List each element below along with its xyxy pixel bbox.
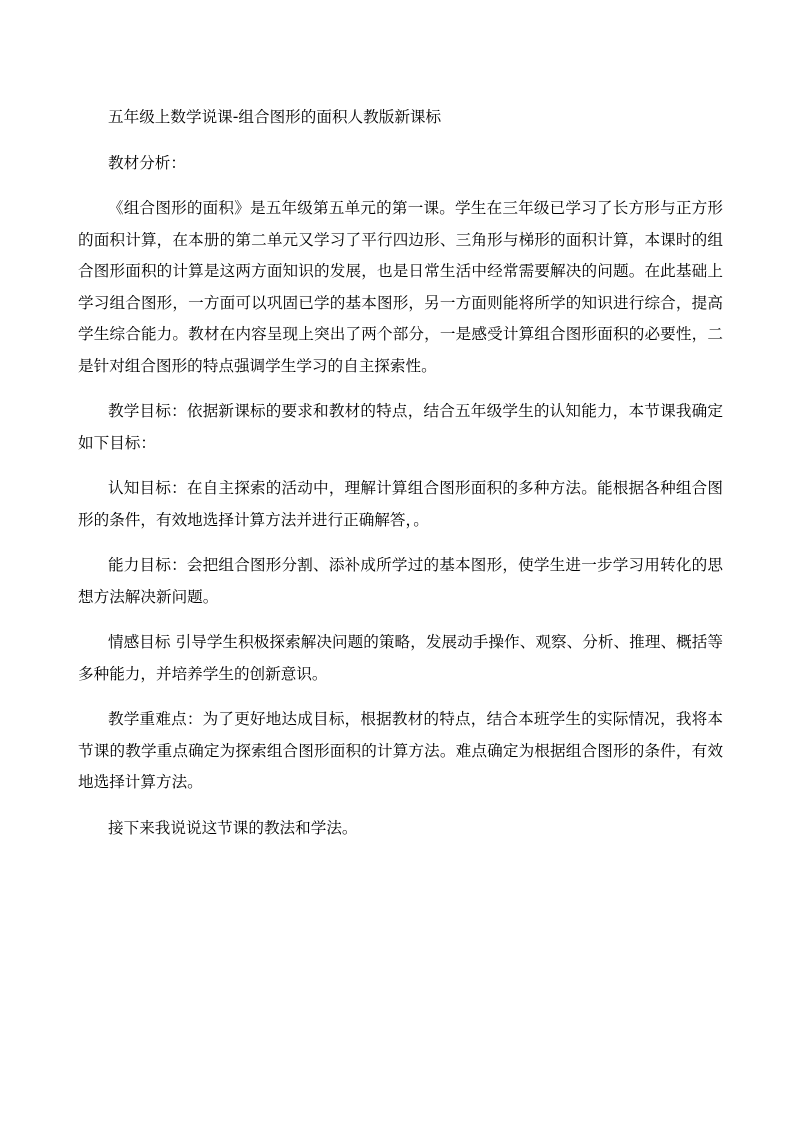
spacer bbox=[108, 459, 723, 473]
spacer bbox=[108, 382, 723, 396]
spacer bbox=[108, 134, 723, 148]
section-heading: 教材分析： bbox=[108, 153, 186, 172]
spacer bbox=[108, 690, 723, 704]
document-title: 五年级上数学说课-组合图形的面积人教版新课标 bbox=[108, 108, 442, 126]
spacer bbox=[108, 799, 723, 813]
paragraph-textbook-analysis: 《组合图形的面积》是五年级第五单元的第一课。学生在三年级已学习了长方形与正方形的面积计算，在本册的第二单元又学习了平行四边形、三角形与梯形的面积计算，本课时的组合图形面积的计算是这两方面知识的发展，也是日常生活中经常需要解决的问题。在此基础上学习组合图形，一方面可以巩固已学的基本图形，另一方面则能将所学的知识进行综合，提高学生综合能力。教材在内容呈现上突出了两个部分，一是感受计算组合图形面积的必要性，二是针对组合图形的特点强调学生学习的自主探索性。 bbox=[78, 199, 723, 375]
paragraph-emotional-goal: 情感目标 引导学生积极探索解决问题的策略，发展动手操作、观察、分析、推理、概括等多种能力，并培养学生的创新意识。 bbox=[78, 633, 723, 683]
paragraph-key-difficulties: 教学重难点：为了更好地达成目标，根据教材的特点，结合本班学生的实际情况，我将本节课的教学重点确定为探索组合图形面积的计算方法。难点确定为根据组合图形的条件，有效地选择计算方法。 bbox=[78, 710, 723, 791]
paragraph-cognitive-goal: 认知目标：在自主探索的活动中，理解计算组合图形面积的多种方法。能根据各种组合图形的条件，有效地选择计算方法并进行正确解答，。 bbox=[78, 479, 723, 529]
spacer bbox=[108, 179, 723, 193]
document-body bbox=[78, 102, 723, 844]
spacer bbox=[108, 613, 723, 627]
paragraph-ability-goal: 能力目标：会把组合图形分割、添补成所学过的基本图形，使学生进一步学习用转化的思想方法解决新问题。 bbox=[78, 556, 723, 606]
paragraph-teaching-goals: 教学目标：依据新课标的要求和教材的特点，结合五年级学生的认知能力，本节课我确定如下目标： bbox=[78, 402, 723, 452]
paragraph-next: 接下来我说说这节课的教法和学法。 bbox=[108, 818, 358, 837]
spacer bbox=[108, 536, 723, 550]
